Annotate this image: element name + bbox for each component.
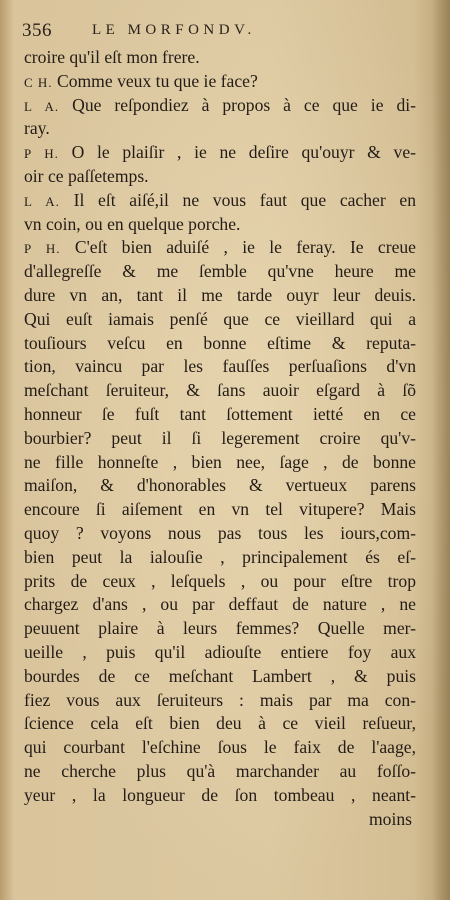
line-text: Comme veux tu que ie face?	[56, 70, 258, 91]
text-line	[24, 332, 416, 356]
text-line	[24, 617, 416, 641]
line-text: ueille , puis qu'il adiouſte entiere foy aux	[24, 641, 416, 662]
line-text: Qui euſt iamais penſé que ce vieillard qui a	[24, 308, 416, 329]
text-line	[24, 94, 416, 118]
line-text: touſiours veſcu en bonne eſtime & reputa-	[24, 332, 416, 353]
text-line	[24, 284, 416, 308]
line-text: meſchant ſeruiteur, & ſans auoir eſgard à ſõ	[24, 380, 416, 401]
line-text: ray.	[24, 118, 50, 139]
speaker-label: P H.	[24, 241, 61, 257]
line-text: vn coin, ou en quelque porche.	[24, 213, 241, 234]
line-text: d'allegreſſe & me ſemble qu'vne heure me	[24, 261, 416, 282]
text-line	[24, 355, 416, 379]
text-line	[24, 665, 416, 689]
page-number: 356	[22, 20, 52, 41]
speaker-label: L A.	[24, 193, 60, 209]
text-line	[24, 570, 416, 594]
text-line	[24, 308, 416, 332]
line-text: quoy ? voyons nous pas tous les iours,com-	[24, 522, 416, 543]
text-line	[24, 498, 416, 522]
text-line	[24, 213, 416, 237]
text-line	[24, 712, 416, 736]
line-text: Que reſpondiez à propos à ce que ie di-	[72, 94, 416, 115]
text-line	[24, 641, 416, 665]
body-text	[24, 46, 416, 831]
line-text: tion, vaincu par les fauſſes perſuaſions d'vn	[24, 356, 416, 377]
text-line	[24, 736, 416, 760]
page-gutter-shadow	[432, 0, 450, 900]
text-line	[24, 236, 416, 260]
line-text: dure vn an, tant il me tarde ouyr leur deuis.	[24, 284, 416, 305]
line-text: ne fille honneſte , bien nee, ſage , de bonne	[24, 451, 416, 472]
line-text: yeur , la longueur de ſon tombeau , neant-	[24, 784, 416, 805]
text-line	[24, 760, 416, 784]
text-line	[24, 403, 416, 427]
running-title: LE MORFONDV.	[92, 22, 256, 38]
line-text: encoure ſi aiſement en vn tel vitupere? Mais	[24, 499, 416, 520]
line-text: qui courbant l'eſchine ſous le faix de l'aage,	[24, 737, 416, 758]
text-line	[24, 189, 416, 213]
text-line	[24, 451, 416, 475]
text-line	[24, 808, 416, 832]
text-line	[24, 427, 416, 451]
line-text: honneur ſe fuſt tant ſottement ietté en ce	[24, 403, 416, 424]
line-text: maiſon, & d'honorables & vertueux parens	[24, 475, 416, 496]
line-text: bourbier? peut il ſi legerement croire qu'v-	[24, 427, 416, 448]
text-line	[24, 546, 416, 570]
line-text: fiez vous aux ſeruiteurs : mais par ma con-	[24, 689, 416, 710]
line-text: prits de ceux , leſquels , ou pour eſtre trop	[24, 570, 416, 591]
text-line	[24, 379, 416, 403]
speaker-label: L A.	[24, 98, 60, 114]
page-header	[22, 20, 422, 42]
line-text: croire qu'il eſt mon frere.	[24, 47, 200, 67]
text-line	[24, 784, 416, 808]
line-text: bien peut la ialouſie , principalement és eſ-	[24, 546, 416, 567]
line-text: oir ce paſſetemps.	[24, 165, 149, 186]
text-line	[24, 474, 416, 498]
text-line	[24, 46, 416, 70]
line-text: Il eſt aiſé,il ne vous faut que cacher en	[73, 189, 416, 210]
line-text: peuuent plaire à leurs femmes? Quelle mer-	[24, 618, 416, 639]
text-line	[24, 689, 416, 713]
text-line	[24, 165, 416, 189]
line-text: ſcience cela eſt bien deu à ce vieil reſueur,	[24, 713, 416, 734]
line-text: chargez d'ans , ou par deffaut de nature , ne	[24, 594, 416, 615]
speaker-label: P H.	[24, 146, 59, 162]
line-text: bourdes de ce meſchant Lambert , & puis	[24, 665, 416, 686]
text-line	[24, 70, 416, 94]
line-text: C'eſt bien aduiſé , ie le feray. Ie creue	[74, 237, 416, 258]
text-line	[24, 117, 416, 141]
text-line	[24, 593, 416, 617]
text-line	[24, 260, 416, 284]
line-text: ne cherche plus qu'à marchander au foſſo-	[24, 760, 416, 781]
text-line	[24, 522, 416, 546]
speaker-label: C H.	[24, 74, 53, 90]
line-text: O le plaiſir , ie ne deſire qu'ouyr & ve-	[71, 142, 417, 163]
line-text: moins	[368, 808, 412, 829]
text-line	[24, 141, 416, 165]
